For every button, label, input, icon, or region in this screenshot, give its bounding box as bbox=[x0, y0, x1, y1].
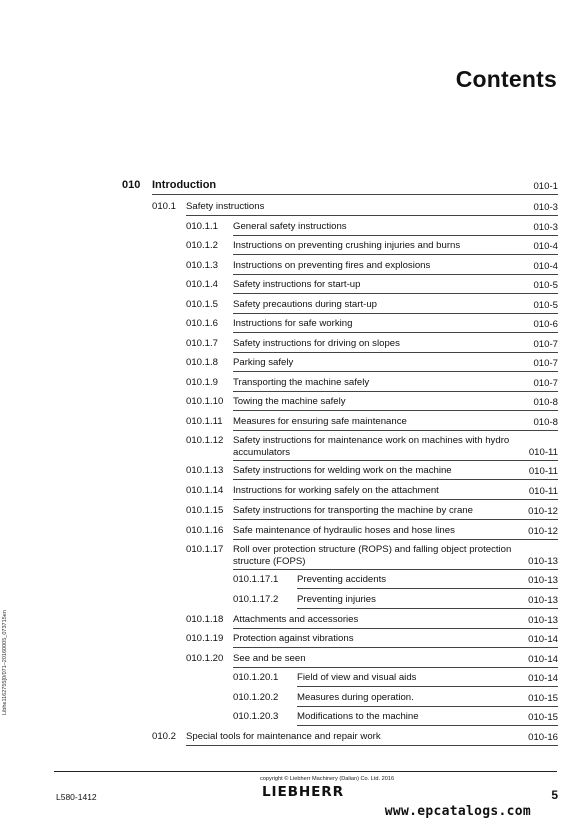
copyright-text: copyright © Liebherr Machinery (Dalian) Co. Ltd. 2016 bbox=[260, 776, 395, 782]
toc-entry-title: Modifications to the machine bbox=[297, 711, 419, 722]
toc-entry-title: Preventing accidents bbox=[297, 574, 387, 585]
page-number: 5 bbox=[551, 788, 558, 802]
toc-entry-page: 010-11 bbox=[528, 485, 558, 497]
toc-entry-page: 010-12 bbox=[528, 505, 558, 517]
toc-entry-underline bbox=[297, 594, 558, 609]
toc-entry-number: 010.1.4 bbox=[186, 279, 219, 290]
toc-entry-page: 010-13 bbox=[528, 594, 558, 606]
toc-entry-page: 010-5 bbox=[533, 299, 558, 311]
toc-entry-page: 010-4 bbox=[533, 240, 558, 252]
toc-entry-page: 010-7 bbox=[533, 377, 558, 389]
toc-entry-number: 010.1.9 bbox=[186, 377, 219, 388]
toc-entry-page: 010-1 bbox=[533, 180, 558, 192]
toc-entry-underline bbox=[233, 279, 558, 294]
toc-entry-underline bbox=[233, 338, 558, 353]
toc-entry-underline bbox=[233, 544, 558, 570]
toc-entry-title: See and be seen bbox=[233, 653, 306, 664]
toc-entry-underline bbox=[233, 221, 558, 236]
toc-entry-underline bbox=[233, 653, 558, 668]
toc-entry-underline bbox=[233, 525, 558, 540]
toc-entry-title: Preventing injuries bbox=[297, 594, 376, 605]
toc-entry-page: 010-15 bbox=[528, 711, 558, 723]
toc-entry-underline bbox=[233, 357, 558, 372]
toc-entry-underline bbox=[233, 633, 558, 648]
toc-entry-title: Safety instructions for maintenance work on machines with hydro accumulators bbox=[233, 435, 510, 458]
toc-entry-title: Safety instructions for welding work on the machine bbox=[233, 465, 452, 476]
toc-entry-page: 010-8 bbox=[533, 396, 558, 408]
toc-entry-page: 010-5 bbox=[533, 279, 558, 291]
toc-entry-number: 010.1.1 bbox=[186, 221, 219, 232]
toc-entry-number: 010.1.8 bbox=[186, 357, 219, 368]
toc-entry-title: Instructions on preventing fires and explosions bbox=[233, 260, 431, 271]
toc-entry-underline bbox=[233, 318, 558, 333]
toc-entry-underline bbox=[233, 416, 558, 431]
toc-entry-underline bbox=[233, 505, 558, 520]
toc-entry-title: Safety instructions for transporting the machine by crane bbox=[233, 505, 473, 516]
toc-entry-number: 010.1.5 bbox=[186, 299, 219, 310]
toc-entry-title: Attachments and accessories bbox=[233, 614, 359, 625]
toc-entry-title: Safe maintenance of hydraulic hoses and hose lines bbox=[233, 525, 455, 536]
toc-entry-underline bbox=[297, 672, 558, 687]
toc-entry-number: 010.1.12 bbox=[186, 435, 224, 446]
toc-entry-title: General safety instructions bbox=[233, 221, 347, 232]
toc-entry-page: 010-7 bbox=[533, 338, 558, 350]
toc-entry-underline bbox=[186, 731, 558, 746]
toc-entry-title: Parking safely bbox=[233, 357, 294, 368]
toc-entry-title: Measures for ensuring safe maintenance bbox=[233, 416, 407, 427]
toc-entry-underline bbox=[233, 396, 558, 411]
toc-entry-underline bbox=[233, 485, 558, 500]
toc-entry-underline bbox=[297, 574, 558, 589]
toc-entry-title: Introduction bbox=[152, 179, 217, 191]
toc-entry-title: Instructions on preventing crushing injuries and burns bbox=[233, 240, 461, 251]
toc-entry-number: 010.1.15 bbox=[186, 505, 224, 516]
document-code: L580-1412 bbox=[56, 792, 97, 802]
toc-entry-page: 010-14 bbox=[528, 633, 558, 645]
toc-entry-number: 010.1.20.2 bbox=[233, 692, 279, 703]
page-title: Contents bbox=[455, 66, 557, 92]
toc-entry-title: Roll over protection structure (ROPS) and falling object protection structure (FOPS) bbox=[233, 544, 512, 567]
toc-entry-title: Safety instructions bbox=[186, 201, 265, 212]
toc-entry-number: 010.1.16 bbox=[186, 525, 224, 536]
toc-entry-page: 010-16 bbox=[528, 731, 558, 743]
toc-entry-number: 010.1.20.1 bbox=[233, 672, 279, 683]
footer-divider bbox=[54, 771, 557, 772]
toc-entry-title: Field of view and visual aids bbox=[297, 672, 417, 683]
toc-entry-page: 010-14 bbox=[528, 672, 558, 684]
toc-entry-page: 010-11 bbox=[528, 446, 558, 458]
toc-entry-title: Transporting the machine safely bbox=[233, 377, 370, 388]
toc-entry-underline bbox=[233, 299, 558, 314]
toc-entry-underline bbox=[233, 240, 558, 255]
toc-entry-underline bbox=[297, 692, 558, 707]
watermark-url: www.epcatalogs.com bbox=[384, 804, 531, 819]
toc-entry-page: 010-13 bbox=[528, 555, 558, 567]
toc-entry-page: 010-6 bbox=[533, 318, 558, 330]
toc-entry-page: 010-8 bbox=[533, 416, 558, 428]
toc-entry-number: 010.1.20 bbox=[186, 653, 224, 664]
toc-entry-title: Safety instructions for start-up bbox=[233, 279, 361, 290]
side-document-code: Libhe1162755[0/071–20160005_073715en bbox=[2, 610, 8, 715]
toc-entry-page: 010-12 bbox=[528, 525, 558, 537]
toc-entry-page: 010-14 bbox=[528, 653, 558, 665]
toc-entry-number: 010.1.19 bbox=[186, 633, 224, 644]
toc-entry-number: 010.1.2 bbox=[186, 240, 219, 251]
toc-entry-number: 010.1.6 bbox=[186, 318, 219, 329]
liebherr-logo: LIEBHERR bbox=[262, 785, 344, 800]
toc-entry-number: 010 bbox=[122, 179, 141, 191]
toc-entry-number: 010.1.14 bbox=[186, 485, 224, 496]
toc-entry-title: Special tools for maintenance and repair work bbox=[186, 731, 381, 742]
toc-entry-number: 010.1.13 bbox=[186, 465, 224, 476]
toc-entry-underline bbox=[297, 711, 558, 726]
toc-entry-title: Instructions for safe working bbox=[233, 318, 353, 329]
toc-entry-page: 010-3 bbox=[533, 201, 558, 213]
toc-entry-underline bbox=[186, 201, 558, 216]
toc-entry-number: 010.2 bbox=[152, 731, 177, 742]
toc-entry-number: 010.1.17.1 bbox=[233, 574, 279, 585]
toc-entry-title: Measures during operation. bbox=[297, 692, 414, 703]
toc-entry-title: Instructions for working safely on the attachment bbox=[233, 485, 439, 496]
toc-entry-underline bbox=[152, 180, 558, 195]
toc-entry-number: 010.1.17 bbox=[186, 544, 224, 555]
toc-entry-underline bbox=[233, 377, 558, 392]
toc-entry-underline bbox=[233, 260, 558, 275]
toc-entry-number: 010.1 bbox=[152, 201, 177, 212]
toc-entry-number: 010.1.17.2 bbox=[233, 594, 279, 605]
toc-entry-page: 010-13 bbox=[528, 574, 558, 586]
toc-entry-title: Protection against vibrations bbox=[233, 633, 354, 644]
toc-entry-number: 010.1.10 bbox=[186, 396, 224, 407]
toc-entry-number: 010.1.3 bbox=[186, 260, 219, 271]
toc-entry-number: 010.1.18 bbox=[186, 614, 224, 625]
toc-entry-page: 010-15 bbox=[528, 692, 558, 704]
toc-entry-number: 010.1.20.3 bbox=[233, 711, 279, 722]
toc-entry-page: 010-13 bbox=[528, 614, 558, 626]
toc-entry-title: Safety instructions for driving on slopes bbox=[233, 338, 400, 349]
toc-entry-page: 010-11 bbox=[528, 465, 558, 477]
toc-entry-underline bbox=[233, 465, 558, 480]
toc-entry-page: 010-3 bbox=[533, 221, 558, 233]
toc-entry-page: 010-4 bbox=[533, 260, 558, 272]
toc-entry-number: 010.1.11 bbox=[186, 416, 223, 427]
toc-entry-page: 010-7 bbox=[533, 357, 558, 369]
toc-entry-number: 010.1.7 bbox=[186, 338, 219, 349]
toc-entry-title: Towing the machine safely bbox=[233, 396, 346, 407]
toc-entry-title: Safety precautions during start-up bbox=[233, 299, 377, 310]
toc-entry-underline bbox=[233, 435, 558, 461]
toc-entry-underline bbox=[233, 614, 558, 629]
